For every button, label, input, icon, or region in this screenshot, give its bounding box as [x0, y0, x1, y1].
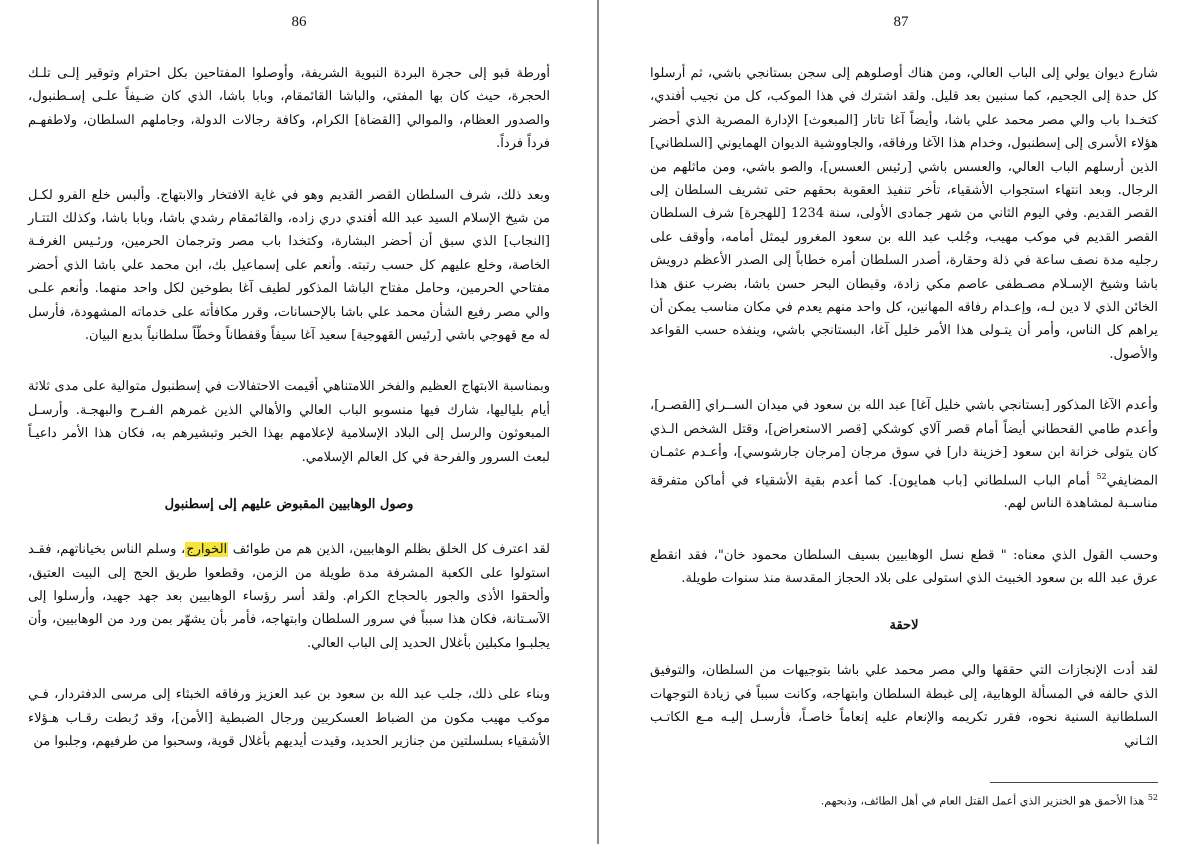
- paragraph: وبناء على ذلك، جلب عبد الله بن سعود بن عبد العزيز ورفاقه الخبثاء إلى مرسى الدفتردار، فـي موكب مهيب مكون من الضباط العسكريين ورجال الضبطية [الأمن]، وقد رُبطت رقـاب هـؤلاء الأشقياء بسلسلتين من جنازير الحديد، وقيدت أيديهم بأغلال قوية، وسحبوا من طرفيهم، وجلبوا من: [28, 687, 550, 749]
- page-number: 86: [291, 14, 307, 30]
- page-number: 87: [893, 14, 909, 30]
- paragraph: وحسب القول الذي معناه: " قطع نسل الوهابيين بسيف السلطان محمود خان"، فقد انقطع عرق عبد الله بن سعود الخبيث الذي استولى على بلاد الحجاز المقدسة منذ سنوات طويلة.: [650, 547, 1158, 587]
- paragraph: وبمناسبة الابتهاج العظيم والفخر اللامتناهي أقيمت الاحتفالات في إسطنبول متوالية على مدى ثلاثة أيام بلياليها، شارك فيها منسوبو الباب العالي والأهالي الذين غمرهم الفـرح والبهجـة. وأرسـل المبعوثون والرسل إلى البلاد الإسلامية لإعلامهم بهذا الخبر وتبشيرهم به، فكان هذا الأمر داعيـاً لبعث السرور والفرحة في كل العالم الإسلامي.: [28, 379, 550, 465]
- text-run: أمام الباب السلطاني [باب همايون]. كما أعدم بقية الأشقياء في أماكن متفرقة مناسـبة لمشاهدة الناس لهم.: [650, 472, 1158, 512]
- paragraph: وبعد ذلك، شرف السلطان القصر القديم وهو في غاية الافتخار والابتهاج. وألبس خلع الفرو لكـل من شيخ الإسلام السيد عبد الله أفندي دري زاده، والقائمقام رشدي باشا، وبابا باشا، وكذلك التتـار [النجاب] الذي سبق أن أحضر البشارة، وكتخدا باب مصر وترجمان الحرمين، ورئـيس الغرفـة الخاصة، وخلع عليهم كل حسب رتبته. وأنعم على إسماعيل بك، ابن محمد علي باشا الذي أحضر مفتاحي الحرمين، وحامل مفتاح الباشا المذكور لطيف آغا بطوخين لكل واحد منهما. وأنعم علـى والي مصر رفيع الشأن محمد علي باشا بالإحسانات، وقرر مكافأته على خدماته المشهودة، فأرسل له مع قهوجي باشي [رئيس القهوجية] سعيد آغا سيفاً وقفطاناً وخطّاً سلطانياً بديع البيان.: [28, 187, 550, 344]
- left-page: [0, 0, 598, 844]
- paragraph: [650, 394, 1158, 515]
- paragraph: لقد أدت الإنجازات التي حققها والي مصر محمد علي باشا بتوجيهات من السلطان، والتوفيق الذي حالفه في المسألة الوهابية، إلى غبطة السلطان وابتهاجه، وكانت سبباً في زيادة التوجهات السلطانية السنية نحوه، فقرر تكريمه والإنعام عليه إنعاماً خاصـاً، فأرسـل إليـه مـع الكاتـب الثـاني: [650, 663, 1158, 749]
- text-run: ، وسلم الناس بخياناتهم، فقـد استولوا على الكعبة المشرفة مدة طويلة من الزمن، وقطعوا طريق الحج إلى البيت العتيق، وألحقوا الأذى والجور بالحجاج الكرام. ولقد أسر رؤساء الوهابيين بعد جهد جهيد، وأرسلوا إلى الآسـتانة، فكان هذا سبباً في سرور السلطان وابتهاجه، فأمر بأن يشهّر بمن ورد من الوهابيين، وأن يجلبـوا مكبلين بأغلال الحديد إلى الباب العالي.: [28, 542, 550, 651]
- section-heading: لاحقة: [889, 618, 919, 634]
- paragraph: أورطة قبو إلى حجرة البردة النبوية الشريفة، وأوصلوا المفتاحين بكل احترام وتوقير إلـى تلـك الحجرة، حيث كان بها المفتي، والباشا القائمقام، وبابا باشا، الذي كان ضـيفاً علـى إسـطنبول، والصدور العظام، والموالي [القضاة] الكرام، وكافة رجالات الدولة، وجاملهم السلطان، ولاطفهـم فرداً فرداً.: [28, 66, 550, 152]
- footnote-separator: [990, 782, 1158, 783]
- footnote-text: هذا الأحمق هو الخنزير الذي أعمل القتل العام في أهل الطائف، وذبحهم.: [820, 794, 1148, 808]
- page-body: [28, 62, 550, 781]
- page-gutter-divider: [597, 0, 599, 844]
- footnote-reference[interactable]: 52: [1096, 471, 1107, 481]
- highlighted-word: الخوارج: [186, 542, 228, 558]
- paragraph: شارع ديوان يولي إلى الباب العالي، ومن هناك أوصلوهم إلى سجن بستانجي باشي، ثم أرسلوا كل حدة إلى الجحيم، كما سنبين بعد قليل. ولقد اشترك في هذا الموكب، كل من نجيب أفندي، كتخـدا باب والي مصر محمد علي باشا، وأيضاً آغا تاتار [المبعوث] الإدارة المصرية الذي أحضر هؤلاء الأسرى إلى إسطنبول، وخدام هذا الآغا ورفاقه، والجاووشية الديوان الهمايوني [السلطاني] الذين أرسلهم الباب العالي، والعسس باشي [رئيس العسس]، والصو باشي، ومن ماثلهم من الرجال. وبعد انتهاء استجواب الأشقياء، تأخر تنفيذ العقوبة بحقهم حتى تشريف السلطان إلى القصر القديم. وفي اليوم الثاني من شهر جمادى الأولى، سنة 1234 [للهجرة] شرف السلطان القصر القديم في موكب مهيب، وجُلب عبد الله بن سعود المغرور ليمثل أمامه، وأوقف على رجليه مدة نصف ساعة في ذلة وحقارة، أصدر السلطان أمره خطاباً إلى الصدر الأعظم درويش باشا وشيخ الإسـلام مصـطفى عاصم مكي زادة، وقبطان البحر حسن باشا، بضرب عنق هذا الخائن الذي لا دين لـه، وإعـدام رفاقه المهانين، كل واحد منهم يعدم في مكان مناسب يمكن أن يراهم كل الناس، وأمر أن يتـولى هذا الأمر خليل آغا، البستانجي باشي، وينفذه حسب القواعد والأصول.: [650, 66, 1158, 362]
- paragraph: [28, 538, 550, 655]
- footnote-number: 52: [1147, 793, 1158, 802]
- page-body: [650, 62, 1158, 781]
- text-run: وأعدم الآغا المذكور [بستانجي باشي خليل آغا] عبد الله بن سعود في ميدان الســراي [القصـر]، وأعدم طامي القحطاني أيضاً أمام قصر آلاي كوشكي [قصر الاستعراض]، وقتل الشخص الـذي كان يتولى خزانة ابن سعود [خزينة دار] في سوق مرجان [مرجان جارشوسي]، وأعـدم عثمـان المضايفي: [650, 398, 1158, 488]
- right-page: [602, 0, 1200, 844]
- section-heading: وصول الوهابيين المقبوض عليهم إلى إسطنبول: [164, 497, 414, 513]
- text-run: لقد اعترف كل الخلق بظلم الوهابيين، الذين هم من طوائف: [228, 542, 550, 558]
- footnote: [650, 790, 1158, 810]
